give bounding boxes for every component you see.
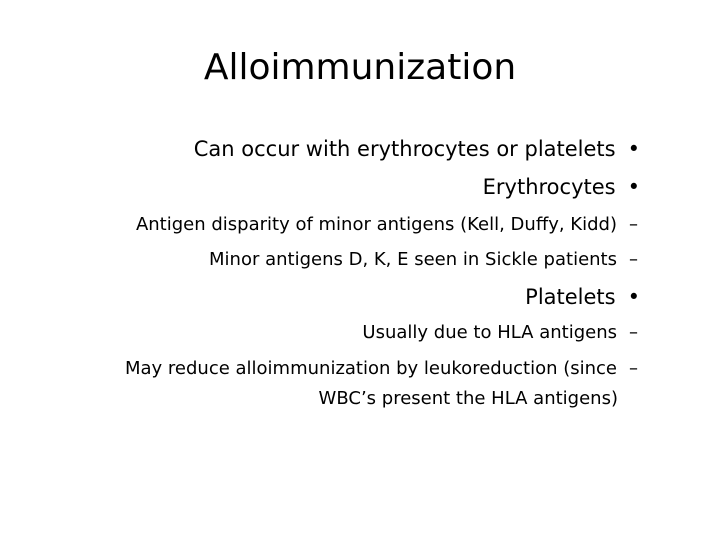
- line-text: Antigen disparity of minor antigens (Kell, Duffy, Kidd): [135, 214, 617, 235]
- dash-marker: –: [629, 358, 638, 379]
- line-text: Can occur with erythrocytes or platelets: [193, 137, 616, 161]
- dash-marker: –: [629, 322, 638, 343]
- bullet-marker: •: [627, 137, 640, 161]
- slide-title-text: Alloimmunization: [203, 47, 517, 88]
- bullet-marker: •: [627, 175, 640, 199]
- dash-marker: –: [629, 249, 638, 270]
- bullet-line-2: [483, 174, 640, 200]
- sub-bullet-line-1: [136, 212, 638, 238]
- line-text: Erythrocytes: [482, 175, 616, 199]
- line-text: WBC’s present the HLA antigens): [318, 388, 618, 409]
- bullet-line-3: [525, 284, 640, 310]
- bullet-line-1: [194, 136, 640, 162]
- line-text: Minor antigens D, K, E seen in Sickle patients: [209, 249, 617, 270]
- sub-bullet-line-3: [362, 320, 638, 346]
- sub-bullet-line-2: [209, 247, 638, 273]
- sub-bullet-line-4-continued: [319, 386, 618, 412]
- dash-marker: –: [629, 214, 638, 235]
- sub-bullet-line-4: [125, 356, 638, 382]
- slide-title: [0, 42, 720, 94]
- line-text: Usually due to HLA antigens: [362, 322, 617, 343]
- line-text: Platelets: [525, 285, 616, 309]
- line-text: May reduce alloimmunization by leukoreduction (since: [124, 358, 617, 379]
- bullet-marker: •: [627, 285, 640, 309]
